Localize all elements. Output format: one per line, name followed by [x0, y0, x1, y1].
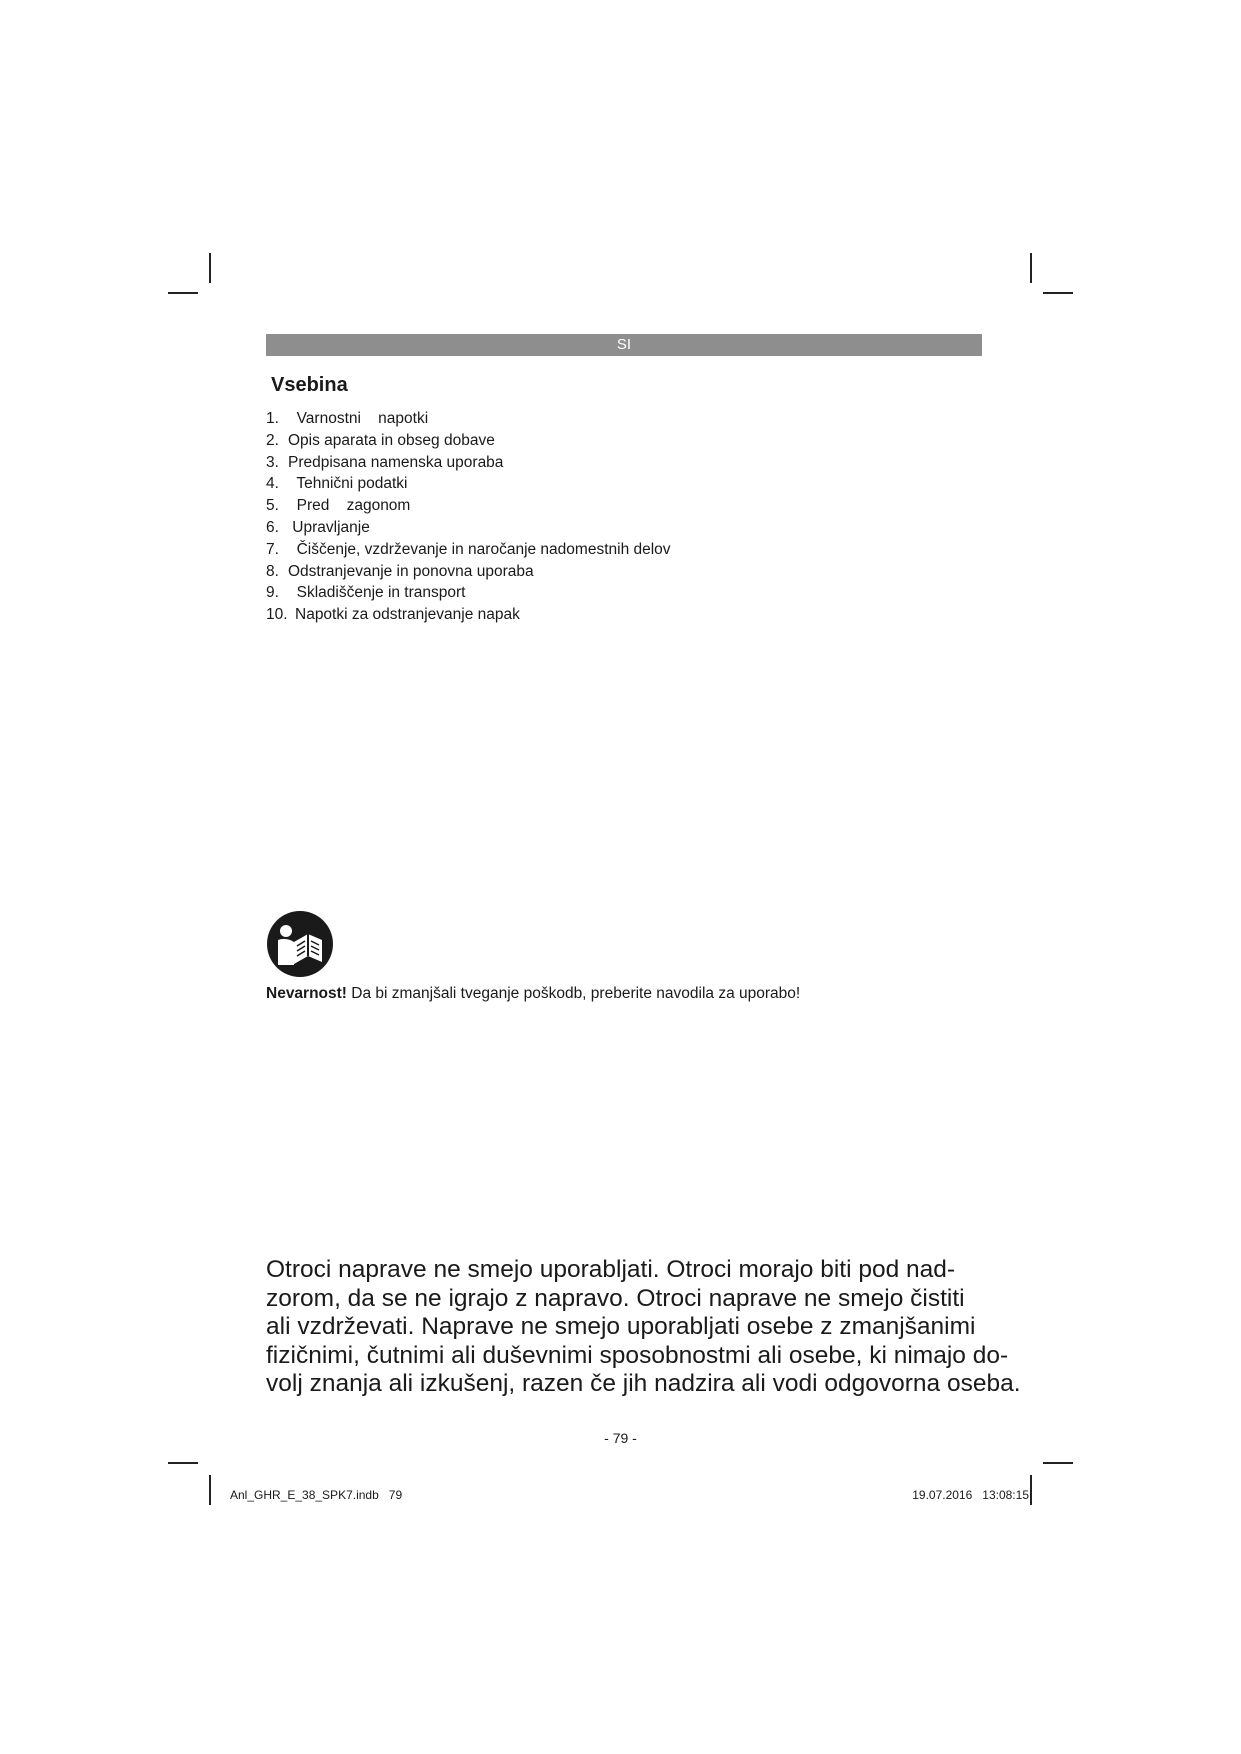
warning-message: [266, 985, 800, 1003]
toc-item: [266, 561, 671, 583]
toc-item-label: Napotki za odstranjevanje napak: [295, 606, 520, 624]
toc-item-number: 3.: [266, 453, 279, 471]
toc-item-number: 8.: [266, 562, 279, 580]
toc-item-label: Odstranjevanje in ponovna uporaba: [288, 562, 534, 580]
toc-item: [266, 473, 671, 495]
notice-line: zorom, da se ne igrajo z napravo. Otroci naprave ne smejo čistiti: [266, 1284, 965, 1312]
toc-item: [266, 495, 671, 517]
toc-item-number: 1.: [266, 410, 279, 427]
toc-item-number: 7.: [266, 540, 279, 558]
toc-item-number: 4.: [266, 475, 279, 493]
toc-item: [266, 452, 671, 474]
toc-item: [266, 430, 671, 452]
warning-text: Da bi zmanjšali tveganje poškodb, preberite navodila za uporabo!: [346, 985, 801, 1002]
toc-item: [266, 604, 671, 626]
toc-item-number: 2.: [266, 431, 279, 449]
crop-mark-top-left-horizontal: [168, 292, 198, 294]
toc-item-label: Predpisana namenska uporaba: [288, 453, 504, 471]
notice-line: volj znanja ali izkušenj, razen če jih nadzira ali vodi odgovorna oseba.: [266, 1370, 1021, 1397]
toc-item-label: Tehnični podatki: [288, 475, 408, 493]
notice-line: Otroci naprave ne smejo uporabljati. Otroci morajo biti pod nad-: [266, 1256, 956, 1283]
toc-item-number: 5.: [266, 497, 279, 515]
footer-file-name: Anl_GHR_E_38_SPK7.indb 79: [230, 1488, 403, 1502]
toc-item-label: Varnostni napotki: [288, 410, 429, 427]
crop-mark-bottom-left-horizontal: [168, 1462, 198, 1464]
table-of-contents: [266, 408, 671, 626]
crop-mark-bottom-left-vertical: [209, 1475, 211, 1505]
toc-title: Vsebina: [271, 374, 348, 396]
crop-mark-top-right-vertical: [1030, 253, 1032, 283]
toc-item: [266, 517, 671, 539]
footer-timestamp: 19.07.2016 13:08:15: [912, 1488, 1029, 1502]
toc-item-label: Opis aparata in obseg dobave: [288, 431, 495, 449]
toc-item-label: Skladiščenje in transport: [288, 584, 466, 602]
toc-item: [266, 408, 671, 430]
toc-item-number: 9.: [266, 584, 279, 602]
toc-item-label: Čiščenje, vzdrževanje in naročanje nadomestnih delov: [288, 540, 671, 558]
read-manual-icon: [266, 910, 334, 978]
warning-label: Nevarnost!: [266, 985, 347, 1002]
crop-mark-top-right-horizontal: [1043, 292, 1073, 294]
notice-line: ali vzdrževati. Naprave ne smejo uporabljati osebe z zmanjšanimi: [266, 1313, 976, 1340]
notice-line: fizičnimi, čutnimi ali duševnimi sposobnostmi ali osebe, ki nimajo do-: [266, 1341, 1009, 1369]
language-header-bar: SI: [266, 334, 982, 356]
crop-mark-bottom-right-horizontal: [1043, 1462, 1073, 1464]
toc-item-label: Upravljanje: [288, 518, 370, 536]
crop-mark-bottom-right-vertical: [1030, 1475, 1032, 1505]
toc-item: [266, 582, 671, 604]
children-safety-notice: [266, 1256, 1021, 1399]
crop-mark-top-left-vertical: [209, 253, 211, 283]
toc-item-number: 6.: [266, 518, 279, 536]
page-number: - 79 -: [604, 1430, 637, 1446]
toc-item-number: 10.: [266, 606, 288, 624]
toc-item: [266, 539, 671, 561]
toc-item-label: Pred zagonom: [288, 497, 411, 515]
